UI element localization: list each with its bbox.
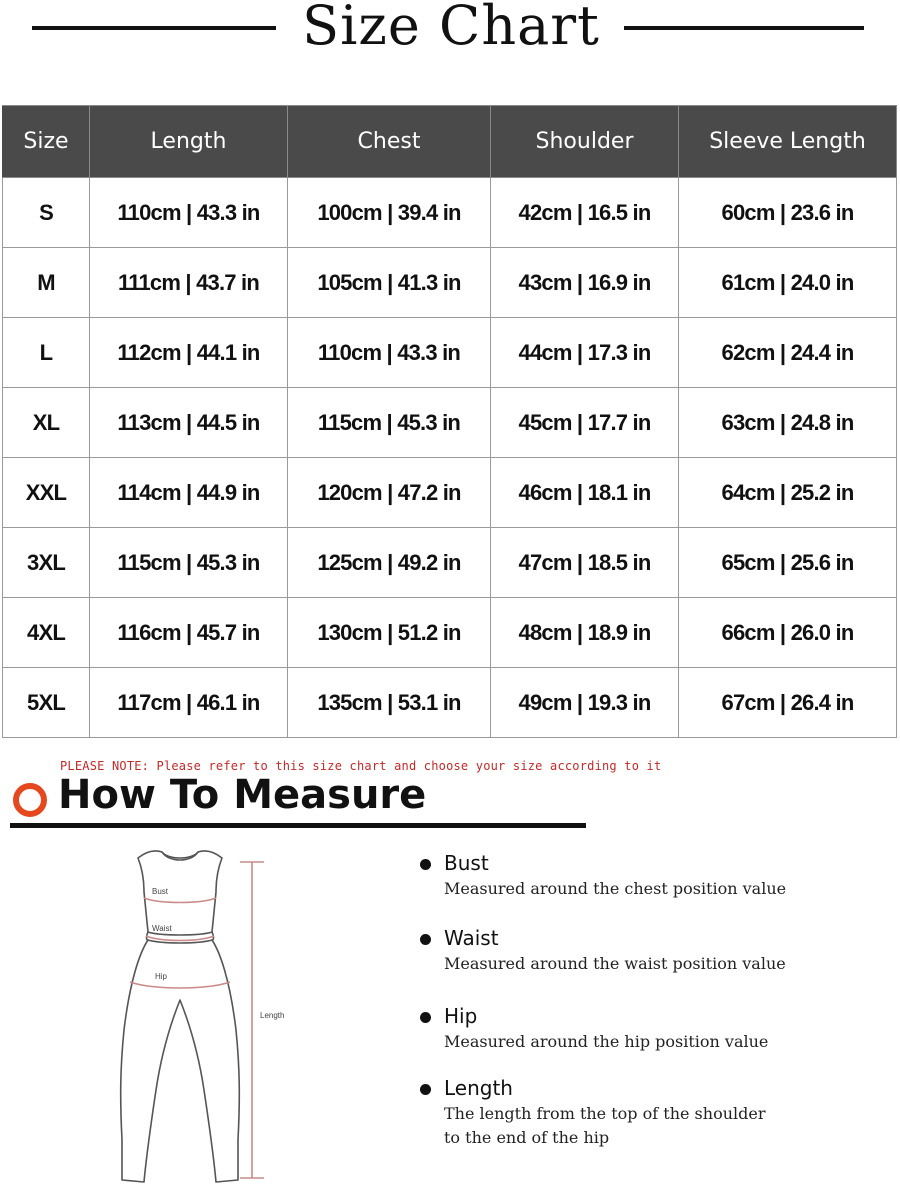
figure-label-waist: Waist	[152, 924, 172, 933]
header-shoulder: Shoulder	[491, 106, 679, 178]
length-cell: 110cm | 43.3 in	[90, 178, 288, 248]
orange-ring-icon	[13, 783, 47, 817]
length-cell: 115cm | 45.3 in	[90, 528, 288, 598]
table-row	[3, 668, 897, 738]
heading-underline	[10, 823, 586, 828]
chest-cell: 110cm | 43.3 in	[288, 318, 491, 388]
figure-label-bust: Bust	[152, 887, 169, 896]
definition-desc: Measured around the waist position value	[444, 954, 786, 973]
definition-desc: Measured around the hip position value	[444, 1032, 769, 1051]
jumpsuit-figure-illustration	[100, 840, 300, 1185]
size-table	[2, 105, 897, 738]
chest-cell: 135cm | 53.1 in	[288, 668, 491, 738]
sleeve-length-cell: 65cm | 25.6 in	[679, 528, 897, 598]
table-row	[3, 318, 897, 388]
size-cell: M	[3, 248, 90, 318]
header-sleeve-length: Sleeve Length	[679, 106, 897, 178]
definition-term: Waist	[444, 926, 499, 950]
bullet-dot-icon	[420, 1084, 431, 1095]
size-cell: S	[3, 178, 90, 248]
size-chart-header	[0, 0, 900, 60]
figure-label-hip: Hip	[155, 972, 168, 981]
bullet-dot-icon	[420, 859, 431, 870]
definition-term: Length	[444, 1076, 513, 1100]
sleeve-length-cell: 66cm | 26.0 in	[679, 598, 897, 668]
length-cell: 117cm | 46.1 in	[90, 668, 288, 738]
chest-cell: 120cm | 47.2 in	[288, 458, 491, 528]
shoulder-cell: 46cm | 18.1 in	[491, 458, 679, 528]
definition-desc: The length from the top of the shoulder to the end of the hip	[444, 1104, 766, 1147]
sleeve-length-cell: 62cm | 24.4 in	[679, 318, 897, 388]
definition-desc: Measured around the chest position value	[444, 879, 787, 898]
size-cell: L	[3, 318, 90, 388]
sleeve-length-cell: 67cm | 26.4 in	[679, 668, 897, 738]
shoulder-cell: 45cm | 17.7 in	[491, 388, 679, 458]
chest-cell: 130cm | 51.2 in	[288, 598, 491, 668]
size-cell: 5XL	[3, 668, 90, 738]
sleeve-length-cell: 64cm | 25.2 in	[679, 458, 897, 528]
shoulder-cell: 48cm | 18.9 in	[491, 598, 679, 668]
header-length: Length	[90, 106, 288, 178]
chest-cell: 125cm | 49.2 in	[288, 528, 491, 598]
title-rule-left	[32, 26, 276, 30]
length-cell: 116cm | 45.7 in	[90, 598, 288, 668]
please-note-text: PLEASE NOTE: Please refer to this size chart and choose your size according to it	[60, 759, 662, 773]
table-row	[3, 388, 897, 458]
table-row	[3, 248, 897, 318]
shoulder-cell: 43cm | 16.9 in	[491, 248, 679, 318]
size-cell: 3XL	[3, 528, 90, 598]
chest-cell: 115cm | 45.3 in	[288, 388, 491, 458]
header-chest: Chest	[288, 106, 491, 178]
definition-term: Hip	[444, 1004, 478, 1028]
shoulder-cell: 47cm | 18.5 in	[491, 528, 679, 598]
sleeve-length-cell: 61cm | 24.0 in	[679, 248, 897, 318]
chest-cell: 105cm | 41.3 in	[288, 248, 491, 318]
size-cell: XXL	[3, 458, 90, 528]
page-title: Size Chart	[302, 0, 600, 57]
length-cell: 111cm | 43.7 in	[90, 248, 288, 318]
table-row	[3, 598, 897, 668]
definition-term: Bust	[444, 851, 489, 875]
how-to-measure-title: How To Measure	[58, 772, 427, 818]
shoulder-cell: 49cm | 19.3 in	[491, 668, 679, 738]
sleeve-length-cell: 60cm | 23.6 in	[679, 178, 897, 248]
size-cell: XL	[3, 388, 90, 458]
size-cell: 4XL	[3, 598, 90, 668]
bullet-dot-icon	[420, 1012, 431, 1023]
length-cell: 112cm | 44.1 in	[90, 318, 288, 388]
length-cell: 113cm | 44.5 in	[90, 388, 288, 458]
shoulder-cell: 44cm | 17.3 in	[491, 318, 679, 388]
table-row	[3, 528, 897, 598]
table-header-row	[3, 106, 897, 178]
chest-cell: 100cm | 39.4 in	[288, 178, 491, 248]
sleeve-length-cell: 63cm | 24.8 in	[679, 388, 897, 458]
length-cell: 114cm | 44.9 in	[90, 458, 288, 528]
table-row	[3, 178, 897, 248]
title-rule-right	[624, 26, 864, 30]
how-to-measure-heading	[10, 772, 600, 828]
header-size: Size	[3, 106, 90, 178]
shoulder-cell: 42cm | 16.5 in	[491, 178, 679, 248]
bullet-dot-icon	[420, 934, 431, 945]
figure-label-length: Length	[260, 1011, 285, 1020]
table-row	[3, 458, 897, 528]
